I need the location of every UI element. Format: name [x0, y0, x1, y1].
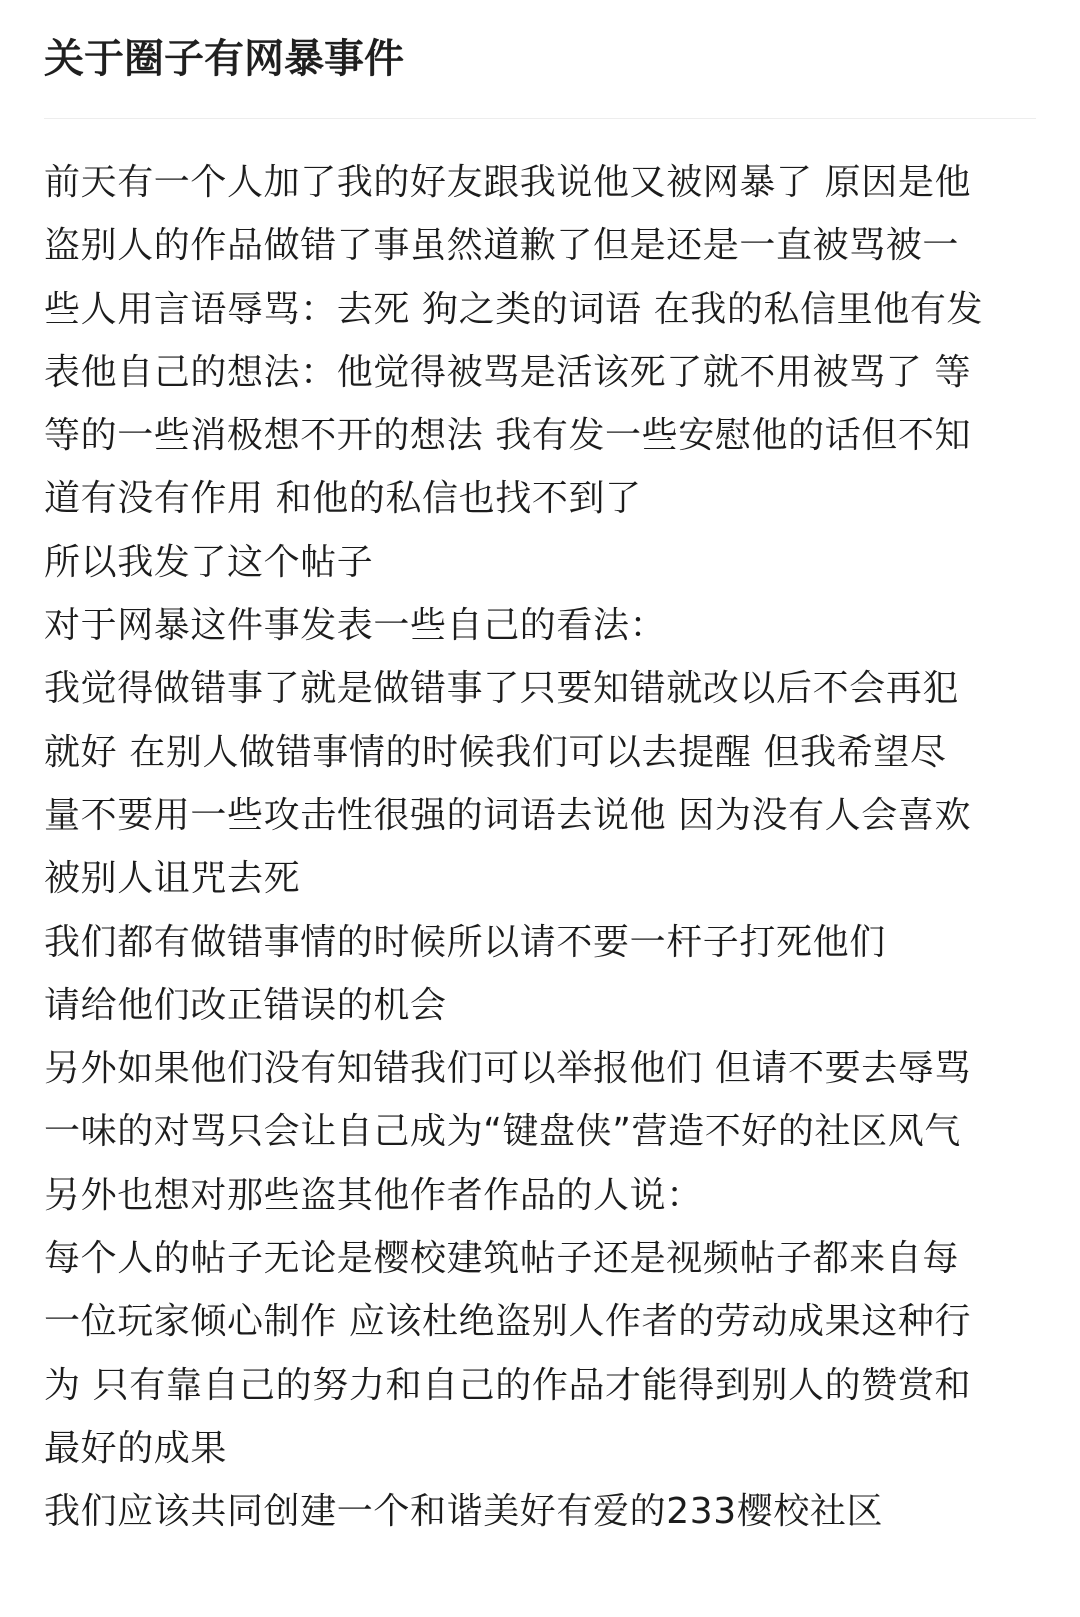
body-line: 些人用言语辱骂：去死 狗之类的词语 在我的私信里他有发: [44, 288, 984, 330]
body-line: 量不要用一些攻击性很强的词语去说他 因为没有人会喜欢: [44, 794, 972, 836]
body-line: 我们应该共同创建一个和谐美好有爱的233樱校社区: [44, 1491, 884, 1533]
body-line: 请给他们改正错误的机会: [44, 984, 447, 1026]
body-line: 就好 在别人做错事情的时候我们可以去提醒 但我希望尽: [44, 731, 947, 773]
body-line: 另外也想对那些盗其他作者作品的人说：: [44, 1174, 703, 1216]
body-line: 表他自己的想法：他觉得被骂是活该死了就不用被骂了 等: [44, 351, 972, 393]
body-line: 一位玩家倾心制作 应该杜绝盗别人作者的劳动成果这种行: [44, 1301, 972, 1343]
body-line: 对于网暴这件事发表一些自己的看法：: [44, 605, 667, 647]
post-title: 关于圈子有网暴事件: [44, 36, 404, 82]
body-line: 道有没有作用 和他的私信也找不到了: [44, 478, 642, 520]
body-line: 每个人的帖子无论是樱校建筑帖子还是视频帖子都来自每: [44, 1238, 960, 1280]
body-line: 盗别人的作品做错了事虽然道歉了但是还是一直被骂被一: [44, 225, 960, 267]
body-line: 前天有一个人加了我的好友跟我说他又被网暴了 原因是他: [44, 162, 972, 203]
body-line: 等的一些消极想不开的想法 我有发一些安慰他的话但不知: [44, 415, 972, 457]
body-line: 另外如果他们没有知错我们可以举报他们 但请不要去辱骂: [44, 1048, 972, 1090]
body-line: 一味的对骂只会让自己成为“键盘侠”营造不好的社区风气: [44, 1111, 961, 1153]
body-line: 我觉得做错事了就是做错事了只要知错就改以后不会再犯: [44, 668, 960, 710]
body-line: 被别人诅咒去死: [44, 858, 301, 900]
body-line: 所以我发了这个帖子: [44, 541, 374, 583]
body-line: 最好的成果: [44, 1427, 228, 1469]
body-line: 为 只有靠自己的努力和自己的作品才能得到别人的赞赏和: [44, 1364, 972, 1406]
body-line: 我们都有做错事情的时候所以请不要一杆子打死他们: [44, 921, 886, 963]
post-body: [44, 151, 1036, 1544]
title-divider: [44, 118, 1036, 119]
